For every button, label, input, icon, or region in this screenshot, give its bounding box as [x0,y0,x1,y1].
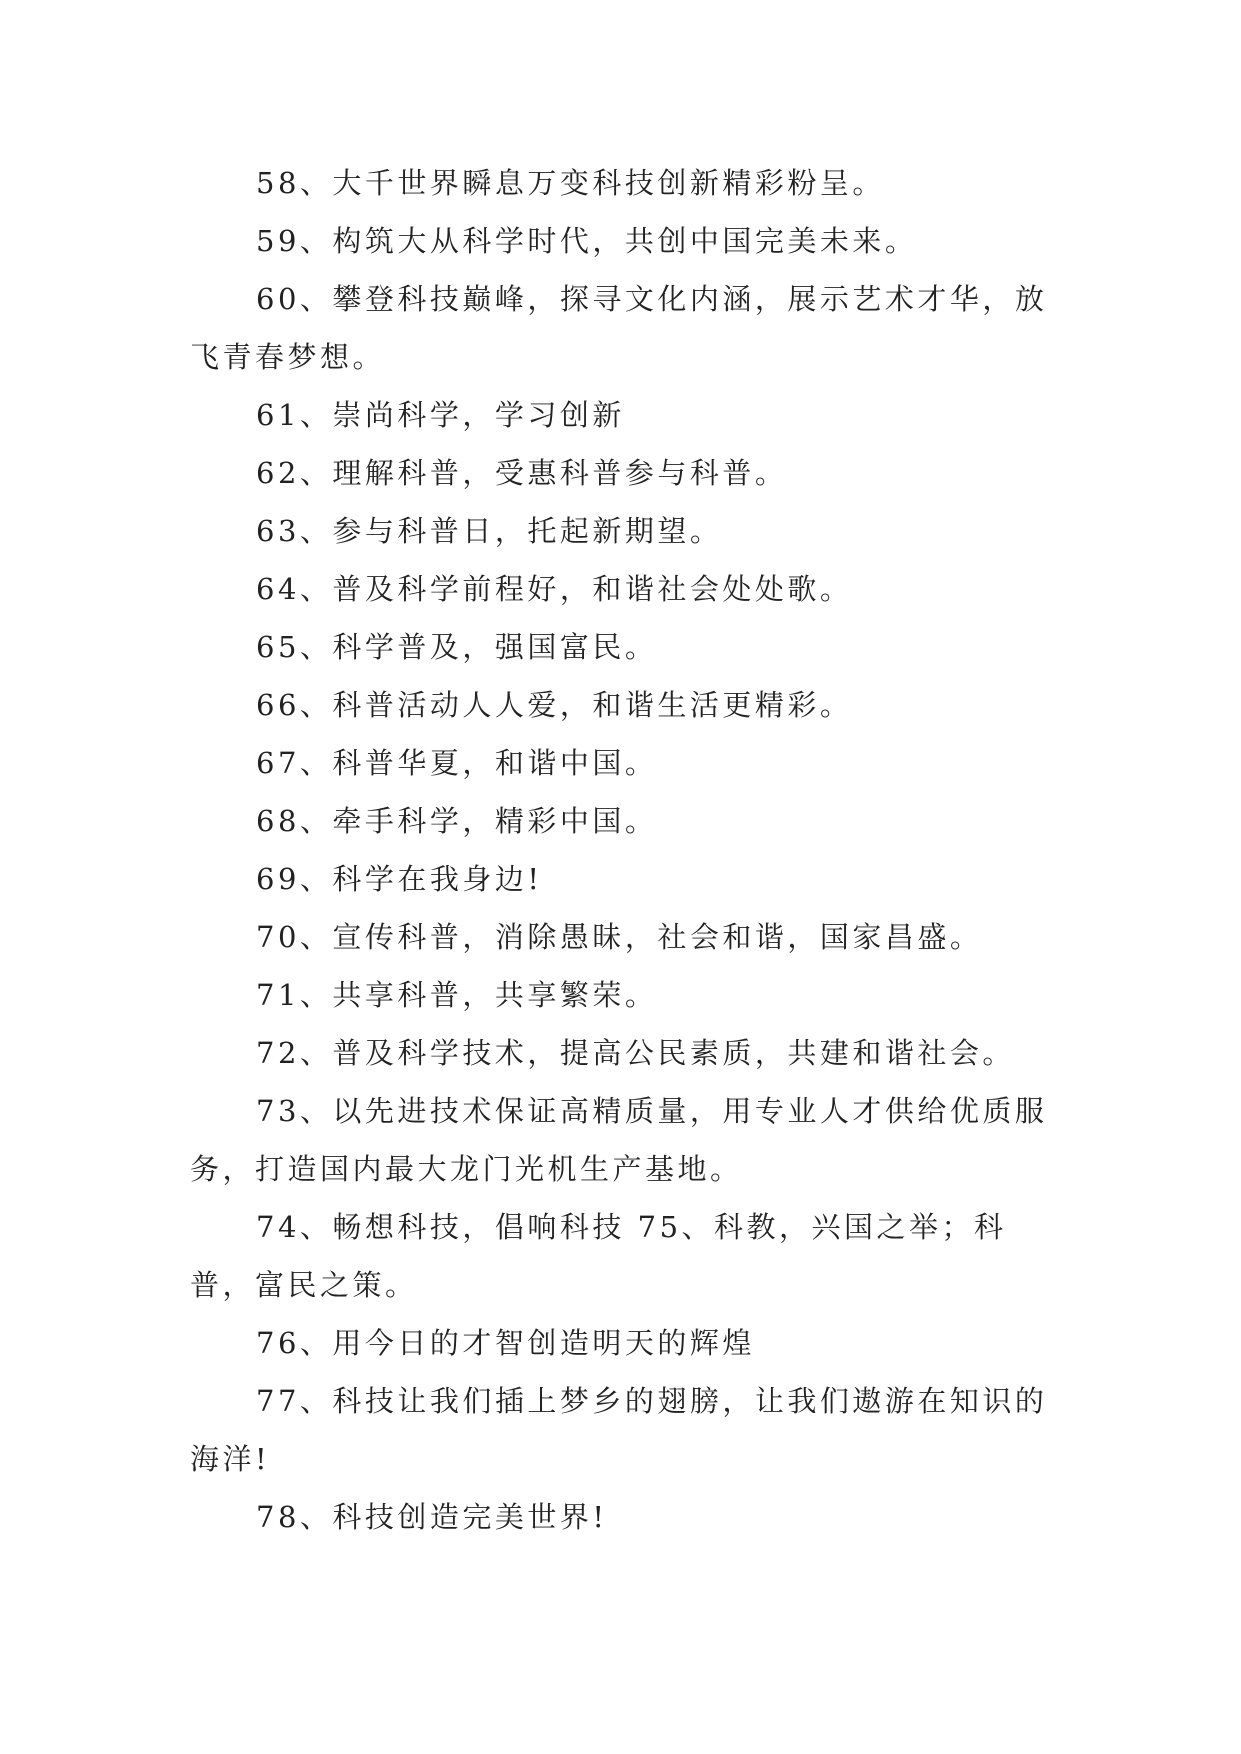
slogan-paragraph: 78、科技创造完美世界! [256,1500,608,1534]
slogan-paragraph: 66、科普活动人人爱，和谐生活更精彩。 [256,688,853,722]
slogan-paragraph: 76、用今日的才智创造明天的辉煌 [256,1326,755,1360]
slogan-paragraph: 77、科技让我们插上梦乡的翅膀，让我们遨游在知识的海洋! [190,1384,1048,1476]
slogan-paragraph: 71、共享科普，共享繁荣。 [256,978,658,1012]
slogan-paragraph: 69、科学在我身边! [256,862,543,896]
document-body [190,154,1060,1546]
slogan-paragraph: 64、普及科学前程好，和谐社会处处歌。 [256,572,853,606]
slogan-paragraph: 68、牵手科学，精彩中国。 [256,804,658,838]
slogan-paragraph: 58、大千世界瞬息万变科技创新精彩粉呈。 [256,166,885,200]
slogan-paragraph: 70、宣传科普，消除愚昧，社会和谐，国家昌盛。 [256,920,983,954]
slogan-paragraph: 72、普及科学技术，提高公民素质，共建和谐社会。 [256,1036,1015,1070]
slogan-paragraph: 74、畅想科技，倡响科技 75、科教，兴国之举；科普，富民之策。 [190,1210,1007,1302]
slogan-paragraph: 60、攀登科技巅峰，探寻文化内涵，展示艺术才华，放飞青春梦想。 [190,282,1048,374]
slogan-paragraph: 59、构筑大从科学时代，共创中国完美未来。 [256,224,918,258]
slogan-paragraph: 67、科普华夏，和谐中国。 [256,746,658,780]
slogan-paragraph: 62、理解科普，受惠科普参与科普。 [256,456,788,490]
slogan-paragraph: 63、参与科普日，托起新期望。 [256,514,723,548]
slogan-paragraph: 61、崇尚科学，学习创新 [256,398,625,432]
slogan-paragraph: 65、科学普及，强国富民。 [256,630,658,664]
slogan-paragraph: 73、以先进技术保证高精质量，用专业人才供给优质服务，打造国内最大龙门光机生产基地。 [190,1094,1048,1186]
